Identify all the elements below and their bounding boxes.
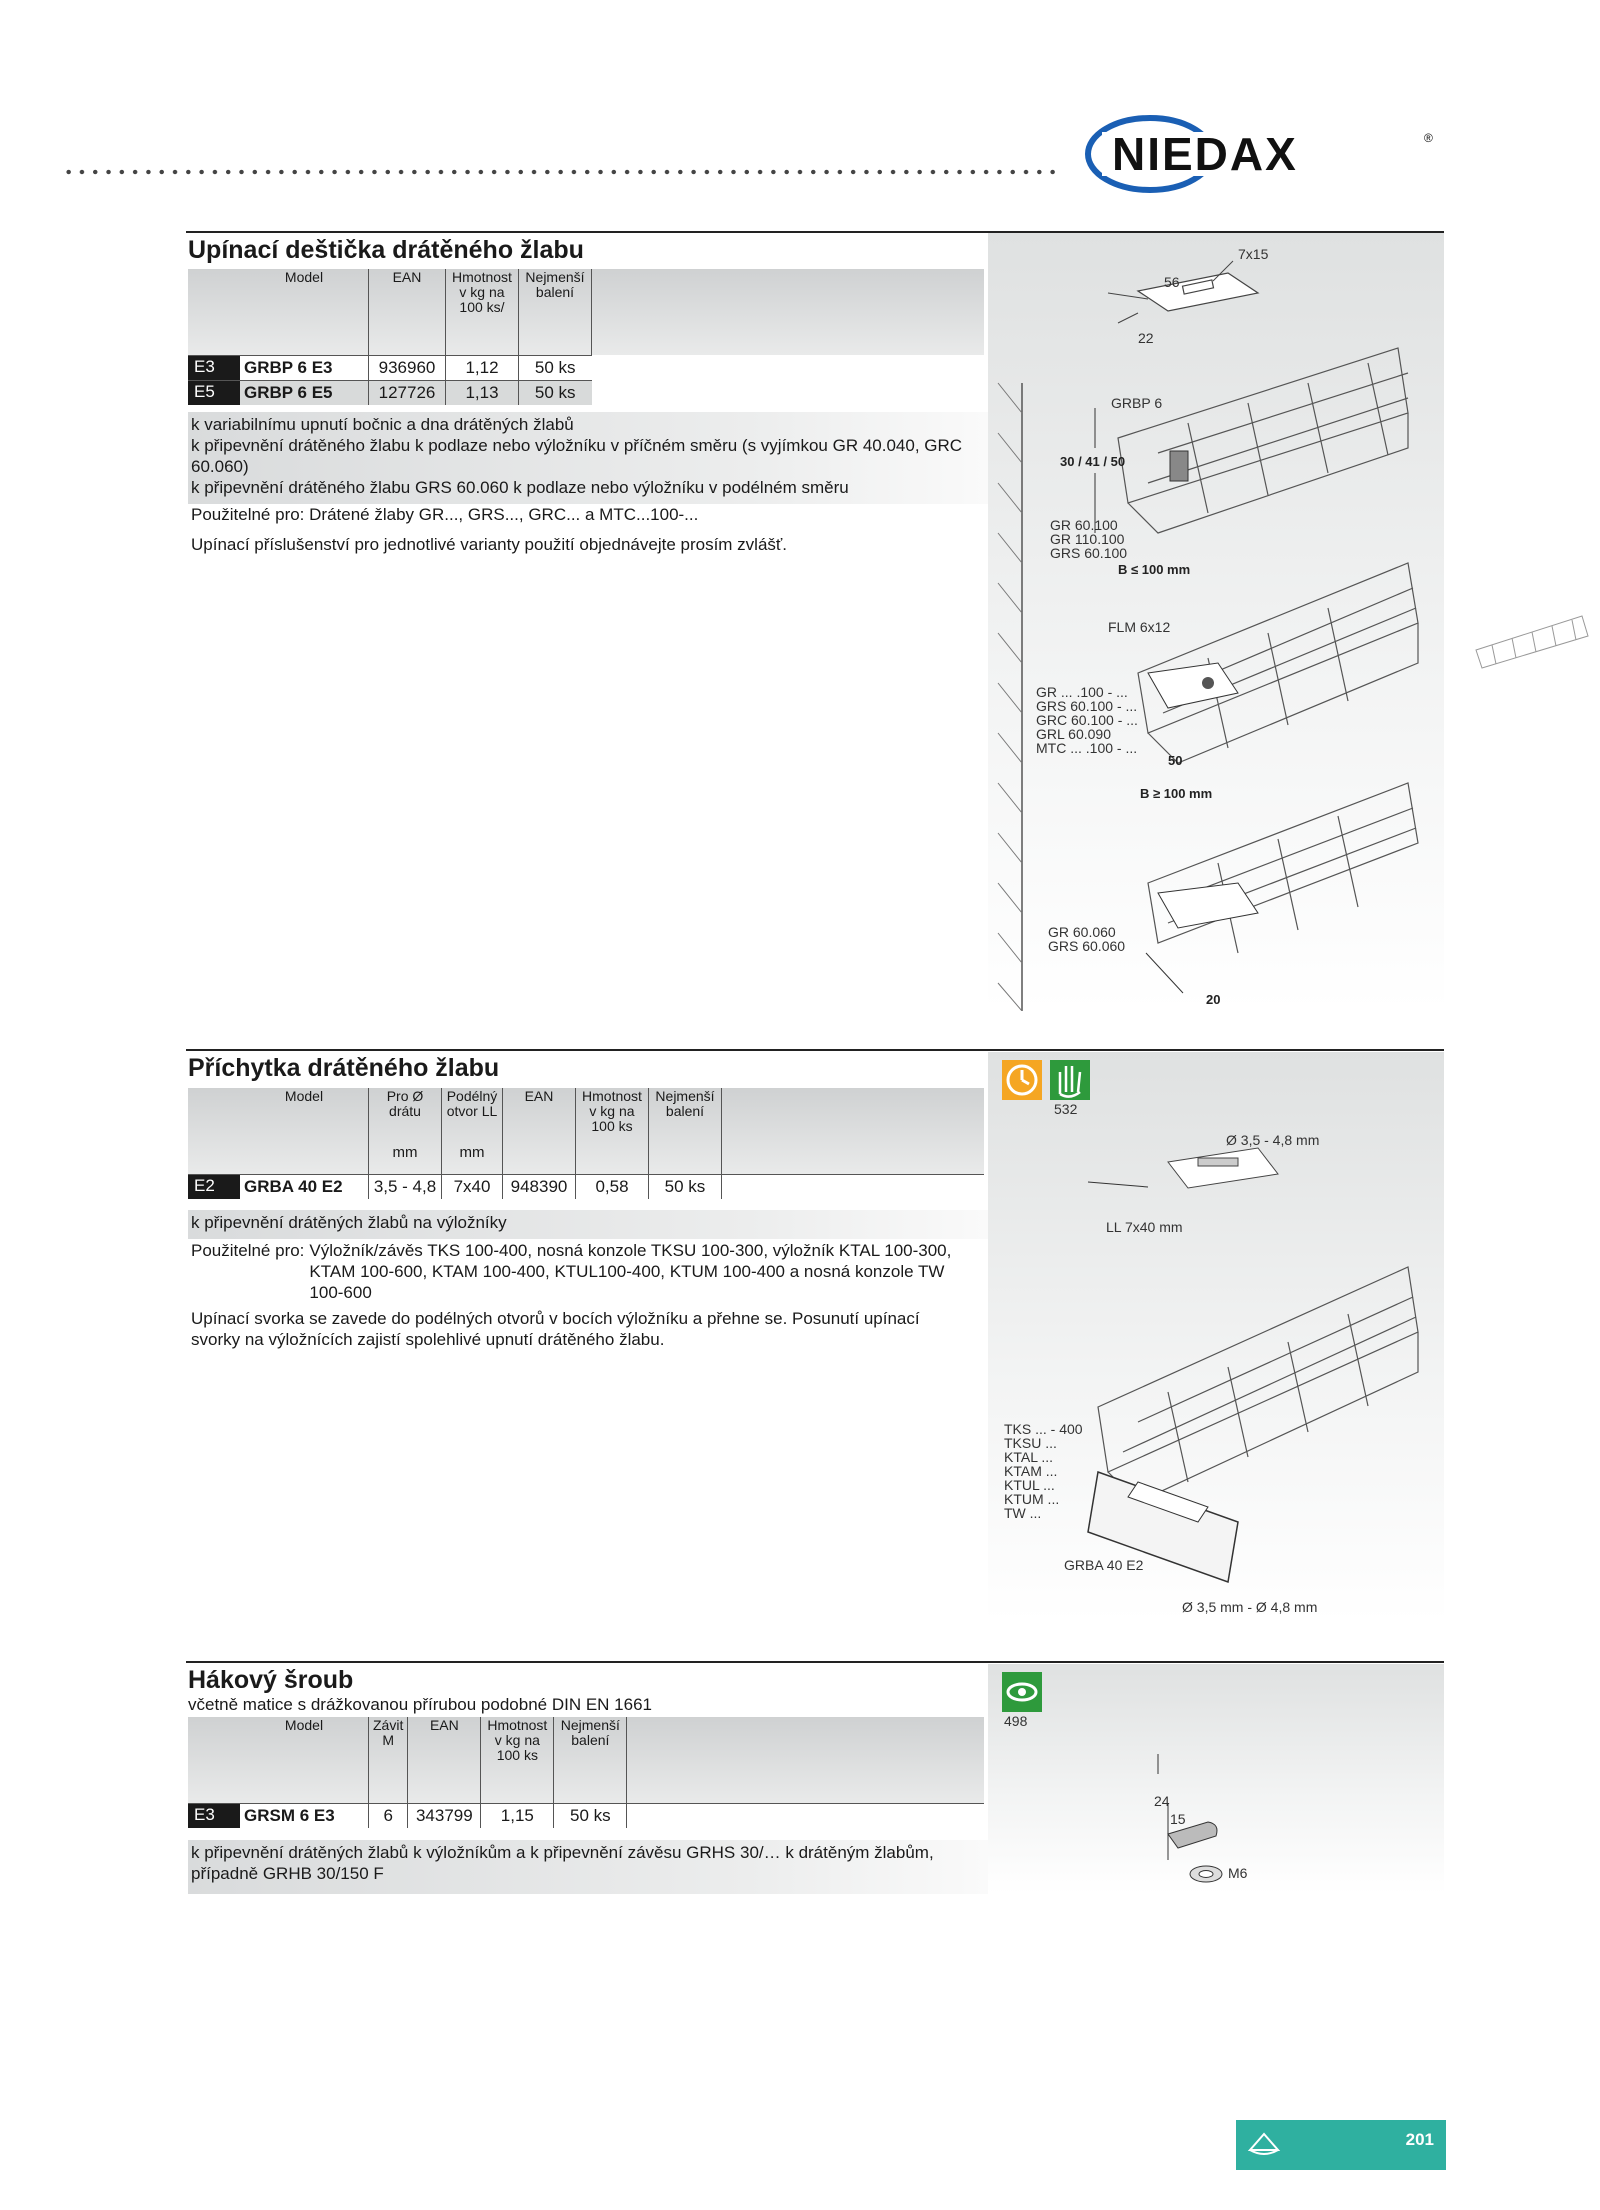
weight-cell: 1,13 bbox=[446, 380, 519, 405]
product-figure bbox=[988, 1052, 1444, 1622]
finish-tag: E5 bbox=[188, 380, 240, 405]
type-label: GRS 60.100 - ... bbox=[1036, 698, 1138, 714]
niedax-logo bbox=[1082, 112, 1452, 196]
order-note: Upínací příslušenství pro jednotlivé varianty použití objednávejte prosím zvlášť. bbox=[191, 535, 788, 554]
description-line: k připevnění drátěných žlabů na výložníky bbox=[188, 1210, 989, 1239]
type-label: GR 110.100 bbox=[1050, 531, 1125, 547]
ean-cell: 343799 bbox=[408, 1803, 481, 1828]
unit-label: mm bbox=[459, 1144, 485, 1161]
wire-cell: 3,5 - 4,8 bbox=[369, 1174, 442, 1199]
page-number: 201 bbox=[1405, 2130, 1434, 2149]
type-label: GRL 60.090 bbox=[1036, 726, 1111, 742]
tray-icon bbox=[1246, 2130, 1282, 2160]
pack-cell: 50 ks bbox=[649, 1174, 722, 1199]
table-row bbox=[188, 1803, 984, 1828]
pack-cell: 50 ks bbox=[519, 355, 592, 380]
section-divider bbox=[186, 1049, 1444, 1051]
spec-table bbox=[188, 1717, 984, 1828]
dim-label: 30 / 41 / 50 bbox=[1060, 454, 1126, 469]
part-label: GRBA 40 E2 bbox=[1064, 1557, 1144, 1573]
dim-label: LL 7x40 mm bbox=[1106, 1219, 1183, 1235]
description-line: k variabilnímu upnutí bočnic a dna drátěných žlabů bbox=[191, 415, 574, 434]
section-divider bbox=[186, 1661, 1444, 1663]
product-figure bbox=[988, 1664, 1444, 1894]
finish-tag: E3 bbox=[188, 355, 240, 380]
model-cell: GRBP 6 E3 bbox=[240, 355, 369, 380]
finish-tag: E2 bbox=[188, 1174, 240, 1199]
col-pack: Nejmenší balení bbox=[649, 1088, 722, 1174]
usage-text: Výložník/závěs TKS 100-400, nosná konzole TKSU 100-300, výložník KTAL 100-300, KTAM 100-600, KTAM 100-400, KTUL100-400, KTUM 100-400 a nosná konzole TW 100-600 bbox=[309, 1241, 952, 1302]
slot-cell: 7x40 bbox=[442, 1174, 503, 1199]
description-line: k připevnění drátěného žlabu k podlaze nebo výložníku v příčném směru (s vyjímkou GR 40.040, GRC 60.060) bbox=[191, 436, 963, 476]
weight-cell: 0,58 bbox=[576, 1174, 649, 1199]
col-pack: Nejmenší balení bbox=[554, 1717, 627, 1803]
category-thumbnail bbox=[1472, 610, 1600, 670]
type-label: KTUL ... bbox=[1004, 1477, 1055, 1493]
description-line: k připevnění drátěného žlabu GRS 60.060 k podlaze nebo výložníku v podélném směru bbox=[191, 478, 849, 497]
model-cell: GRBA 40 E2 bbox=[240, 1174, 369, 1199]
pack-cell: 50 ks bbox=[519, 380, 592, 405]
usage-line bbox=[191, 504, 981, 525]
table-row bbox=[188, 355, 984, 380]
ean-cell: 948390 bbox=[503, 1174, 576, 1199]
col-model: Model bbox=[284, 1088, 324, 1104]
col-model: Model bbox=[284, 1717, 324, 1733]
dim-label: 20 bbox=[1206, 992, 1221, 1007]
col-wire: Pro Ø drátu bbox=[386, 1088, 424, 1119]
col-slot: Podélný otvor LL bbox=[446, 1088, 498, 1119]
col-weight: Hmotnost v kg na 100 ks/ bbox=[446, 269, 519, 355]
dim-label: 7x15 bbox=[1238, 246, 1269, 262]
type-label: MTC ... .100 - ... bbox=[1036, 740, 1138, 756]
section-subtitle: včetně matice s drážkovanou přírubou podobné DIN EN 1661 bbox=[188, 1695, 652, 1714]
order-note: Upínací svorka se zavede do podélných otvorů v bocích výložníku a přehne se. Posunutí upínací svorky na výložnících zajistí spolehlivé upnutí drátěného žlabu. bbox=[191, 1309, 920, 1349]
dim-label: 24 bbox=[1154, 1793, 1170, 1809]
type-label: TW ... bbox=[1004, 1505, 1042, 1521]
spec-table bbox=[188, 269, 984, 405]
dim-label: 56 bbox=[1164, 274, 1180, 290]
part-label: GRBP 6 bbox=[1111, 395, 1163, 411]
type-label: GR ... .100 - ... bbox=[1036, 684, 1128, 700]
product-figure bbox=[988, 233, 1444, 1011]
type-label: KTUM ... bbox=[1004, 1491, 1060, 1507]
type-label: GR 60.100 bbox=[1050, 517, 1118, 533]
type-label: GRS 60.060 bbox=[1048, 938, 1126, 954]
dim-label: Ø 3,5 - 4,8 mm bbox=[1226, 1132, 1320, 1148]
icon-number: 498 bbox=[1004, 1713, 1028, 1729]
dim-label: M6 bbox=[1228, 1865, 1248, 1881]
spec-table bbox=[188, 1088, 984, 1199]
svg-text:®: ® bbox=[1424, 131, 1433, 145]
brand-name: NIEDAX bbox=[1112, 128, 1298, 180]
col-weight: Hmotnost v kg na 100 ks bbox=[481, 1717, 554, 1803]
icon-number: 532 bbox=[1054, 1101, 1078, 1117]
part-label: FLM 6x12 bbox=[1108, 619, 1171, 635]
usage-text: Drátené žlaby GR..., GRS..., GRC... a MTC...100-... bbox=[309, 505, 699, 524]
thread-cell: 6 bbox=[369, 1803, 408, 1828]
description-block bbox=[188, 412, 989, 504]
col-pack: Nejmenší balení bbox=[519, 269, 592, 355]
type-label: GRS 60.100 bbox=[1050, 545, 1128, 561]
col-weight: Hmotnost v kg na 100 ks bbox=[576, 1088, 649, 1174]
section-title: Hákový šroub bbox=[188, 1666, 354, 1694]
type-label: GRC 60.100 - ... bbox=[1036, 712, 1138, 728]
dim-label: Ø 3,5 mm - Ø 4,8 mm bbox=[1182, 1599, 1318, 1615]
usage-label: Použitelné pro: bbox=[191, 1241, 305, 1260]
model-cell: GRBP 6 E5 bbox=[240, 380, 369, 405]
dim-label: 15 bbox=[1170, 1811, 1186, 1827]
type-label: GR 60.060 bbox=[1048, 924, 1116, 940]
col-model: Model bbox=[284, 269, 324, 285]
type-label: KTAL ... bbox=[1004, 1449, 1054, 1465]
page-number-badge bbox=[1236, 2120, 1446, 2170]
usage-line bbox=[191, 1240, 981, 1303]
col-ean: EAN bbox=[369, 269, 446, 355]
type-label: TKSU ... bbox=[1004, 1435, 1057, 1451]
ean-cell: 936960 bbox=[369, 355, 446, 380]
finish-tag: E3 bbox=[188, 1803, 240, 1828]
table-row bbox=[188, 380, 984, 405]
width-label: B ≥ 100 mm bbox=[1140, 786, 1213, 801]
col-thread: Závit M bbox=[369, 1717, 408, 1803]
description-line: k připevnění drátěných žlabů k výložníkům a k připevnění závěsu GRHS 30/… k drátěným žlabům, případně GRHB 30/150 F bbox=[188, 1840, 989, 1894]
section-title: Upínací deštička drátěného žlabu bbox=[188, 236, 584, 264]
dim-label: 50 bbox=[1168, 753, 1183, 768]
header-dotted-line bbox=[62, 168, 1060, 176]
usage-label: Použitelné pro: bbox=[191, 505, 305, 524]
section-title: Příchytka drátěného žlabu bbox=[188, 1054, 500, 1082]
ean-cell: 127726 bbox=[369, 380, 446, 405]
width-label: B ≤ 100 mm bbox=[1118, 562, 1191, 577]
weight-cell: 1,15 bbox=[481, 1803, 554, 1828]
weight-cell: 1,12 bbox=[446, 355, 519, 380]
type-label: TKS ... - 400 bbox=[1004, 1421, 1083, 1437]
col-ean: EAN bbox=[503, 1088, 576, 1174]
pack-cell: 50 ks bbox=[554, 1803, 627, 1828]
type-label: KTAM ... bbox=[1004, 1463, 1058, 1479]
col-ean: EAN bbox=[408, 1717, 481, 1803]
dim-label: 22 bbox=[1138, 330, 1154, 346]
model-cell: GRSM 6 E3 bbox=[240, 1803, 369, 1828]
unit-label: mm bbox=[392, 1144, 418, 1161]
table-row bbox=[188, 1174, 984, 1199]
